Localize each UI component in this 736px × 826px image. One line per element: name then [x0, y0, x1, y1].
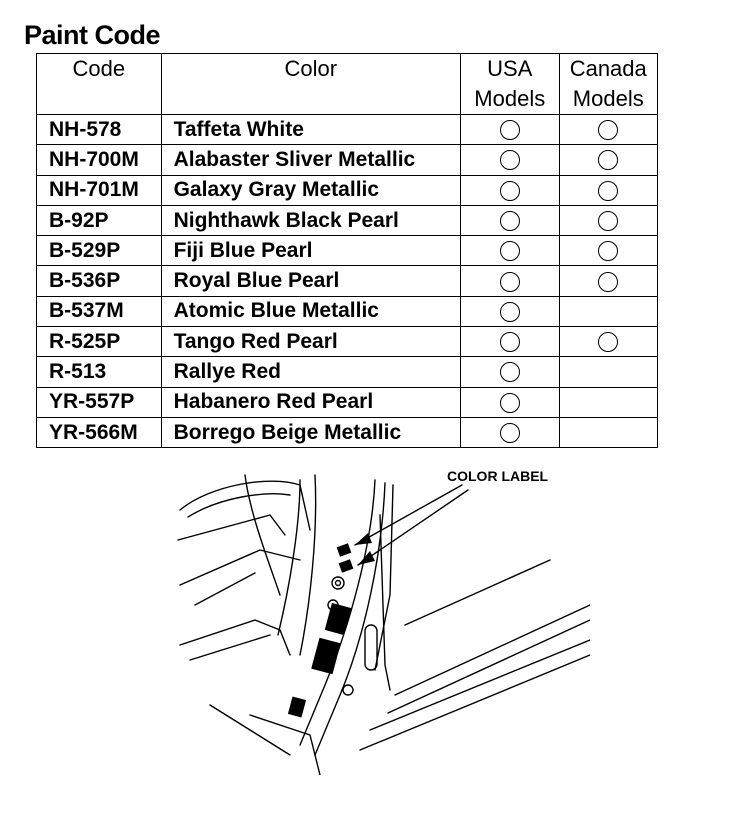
paint-code-cell: YR-557P [37, 387, 162, 417]
paint-code-table [36, 53, 658, 448]
color-name-cell: Taffeta White [161, 115, 460, 145]
color-name-cell: Rallye Red [161, 357, 460, 387]
table-row [37, 205, 658, 235]
canada-availability-cell [559, 236, 658, 266]
available-circle-icon [500, 211, 520, 231]
canada-availability-cell [559, 357, 658, 387]
color-name-cell: Nighthawk Black Pearl [161, 205, 460, 235]
table-row [37, 327, 658, 357]
paint-code-cell: B-92P [37, 205, 162, 235]
paint-code-cell: R-513 [37, 357, 162, 387]
table-row [37, 296, 658, 326]
available-circle-icon [500, 332, 520, 352]
color-name-cell: Fiji Blue Pearl [161, 236, 460, 266]
usa-availability-cell [461, 387, 559, 417]
door-jamb-illustration [150, 455, 590, 775]
usa-availability-cell [461, 296, 559, 326]
paint-code-cell: B-536P [37, 266, 162, 296]
usa-availability-cell [461, 145, 559, 175]
available-circle-icon [500, 362, 520, 382]
available-circle-icon [598, 120, 618, 140]
usa-availability-cell [461, 357, 559, 387]
canada-availability-cell [559, 205, 658, 235]
header-canada-models: Canada Models [559, 54, 658, 115]
page-title: Paint Code [24, 20, 161, 50]
table-row [37, 236, 658, 266]
color-name-cell: Borrego Beige Metallic [161, 417, 460, 447]
usa-availability-cell [461, 266, 559, 296]
color-name-cell: Habanero Red Pearl [161, 387, 460, 417]
canada-availability-cell [559, 327, 658, 357]
available-circle-icon [598, 181, 618, 201]
color-name-cell: Royal Blue Pearl [161, 266, 460, 296]
available-circle-icon [500, 272, 520, 292]
header-color: Color [161, 54, 460, 115]
available-circle-icon [500, 241, 520, 261]
paint-code-cell: NH-578 [37, 115, 162, 145]
header-code: Code [37, 54, 162, 115]
available-circle-icon [598, 211, 618, 231]
paint-code-cell: B-537M [37, 296, 162, 326]
table-header-row [37, 54, 658, 115]
usa-availability-cell [461, 205, 559, 235]
available-circle-icon [500, 120, 520, 140]
paint-code-cell: YR-566M [37, 417, 162, 447]
canada-availability-cell [559, 387, 658, 417]
canada-availability-cell [559, 417, 658, 447]
paint-code-cell: NH-700M [37, 145, 162, 175]
available-circle-icon [500, 150, 520, 170]
paint-code-cell: NH-701M [37, 175, 162, 205]
paint-code-cell: B-529P [37, 236, 162, 266]
available-circle-icon [598, 150, 618, 170]
usa-availability-cell [461, 175, 559, 205]
available-circle-icon [500, 302, 520, 322]
available-circle-icon [500, 423, 520, 443]
usa-availability-cell [461, 115, 559, 145]
table-row [37, 115, 658, 145]
available-circle-icon [598, 241, 618, 261]
table-row [37, 387, 658, 417]
usa-availability-cell [461, 417, 559, 447]
table-row [37, 266, 658, 296]
table-row [37, 357, 658, 387]
available-circle-icon [500, 393, 520, 413]
available-circle-icon [598, 332, 618, 352]
canada-availability-cell [559, 145, 658, 175]
color-label-caption: COLOR LABEL [447, 468, 549, 484]
canada-availability-cell [559, 115, 658, 145]
table-row [37, 145, 658, 175]
color-name-cell: Atomic Blue Metallic [161, 296, 460, 326]
color-name-cell: Galaxy Gray Metallic [161, 175, 460, 205]
canada-availability-cell [559, 175, 658, 205]
available-circle-icon [500, 181, 520, 201]
paint-code-cell: R-525P [37, 327, 162, 357]
available-circle-icon [598, 272, 618, 292]
table-row [37, 417, 658, 447]
canada-availability-cell [559, 266, 658, 296]
usa-availability-cell [461, 327, 559, 357]
header-usa-models: USA Models [461, 54, 559, 115]
table-row [37, 175, 658, 205]
color-name-cell: Alabaster Sliver Metallic [161, 145, 460, 175]
usa-availability-cell [461, 236, 559, 266]
canada-availability-cell [559, 296, 658, 326]
color-name-cell: Tango Red Pearl [161, 327, 460, 357]
